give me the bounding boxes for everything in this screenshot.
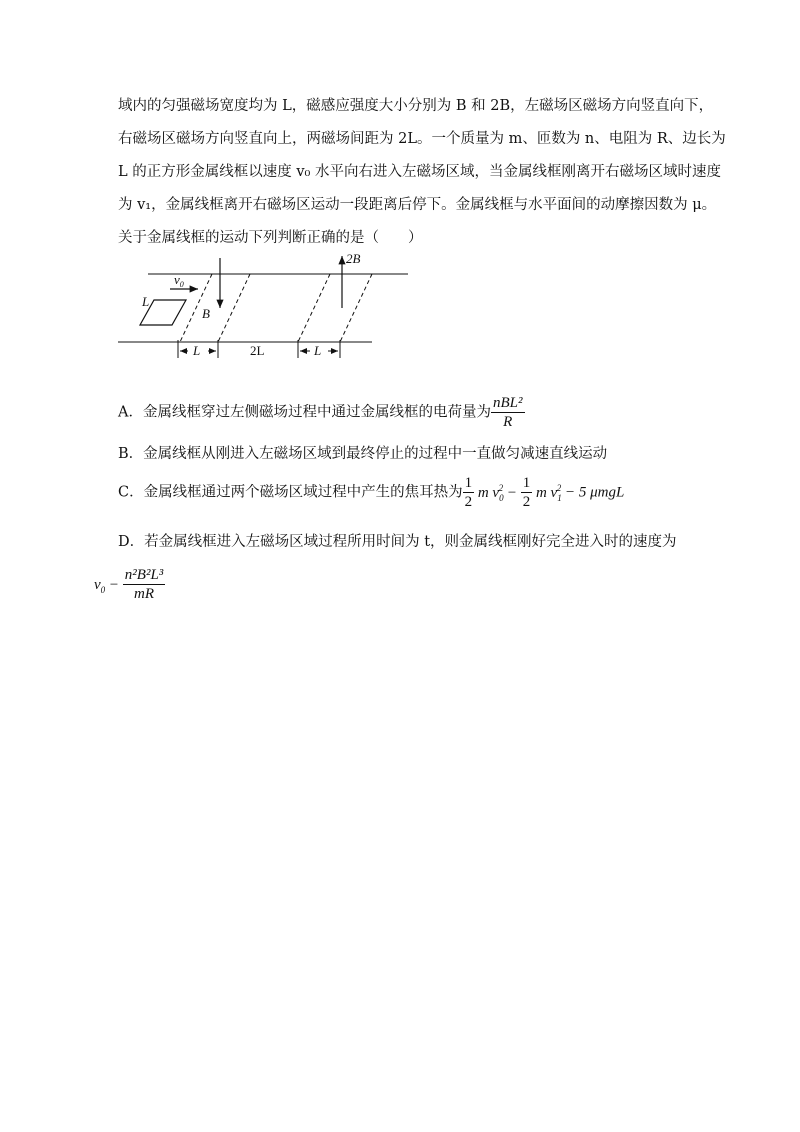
option-d-v0: $v_0$ −: [94, 576, 123, 595]
right-field-left-edge: [298, 274, 330, 342]
option-d-denominator: mR: [134, 586, 155, 602]
option-a-fraction: [491, 394, 525, 431]
b-label: B: [202, 306, 210, 321]
magnetic-field-diagram: [110, 248, 420, 360]
stem-line-3: L 的正方形金属线框以速度 v₀ 水平向右进入左磁场区域，当金属线框刚离开右磁场区域时速度: [118, 164, 721, 180]
option-c-text: C．金属线框通过两个磁场区域过程中产生的焦耳热为: [118, 484, 463, 501]
option-d-fraction: [123, 566, 166, 603]
right-field-right-edge: [340, 274, 372, 342]
frame-side-label: L: [142, 294, 150, 309]
option-d-numerator: n²B²L³: [124, 567, 164, 583]
stem-line-2: 右磁场区磁场方向竖直向上，两磁场间距为 2L。一个质量为 m、匝数为 n、电阻为 R、边长为: [118, 131, 726, 147]
v0-label: $v_0$: [174, 272, 184, 289]
stem-line-1: 域内的匀强磁场宽度均为 L，磁感应强度大小分别为 B 和 2B，左磁场区磁场方向竖直向下，: [118, 98, 714, 114]
question-stem: [118, 90, 726, 255]
option-d-text: D．若金属线框进入左磁场区域过程所用时间为 t，则金属线框刚好完全进入时的速度为: [118, 534, 677, 550]
stem-line-5: 关于金属线框的运动下列判断正确的是（ ）: [118, 230, 423, 246]
2b-label: 2B: [346, 251, 361, 266]
option-b[interactable]: [118, 442, 607, 463]
option-b-text: B．金属线框从刚进入左磁场区域到最终停止的过程中一直做匀减速直线运动: [118, 446, 608, 462]
option-d[interactable]: [118, 530, 677, 551]
dim-mid-label: 2L: [250, 343, 265, 358]
dim-right-label: L: [314, 343, 322, 358]
option-d-formula: [94, 566, 165, 603]
option-c[interactable]: C．金属线框通过两个磁场区域过程中产生的焦耳热为 $\frac{1}{2}$ m $v_0^2$ − $\frac{1}{2}$ m $v_1^2 - 5$ μmgL: [118, 475, 625, 510]
option-a-numerator: nBL²: [492, 395, 523, 411]
dim-left-label: L: [193, 343, 201, 358]
option-c-tail: − 5 μmgL: [564, 484, 625, 501]
stem-line-4: 为 v₁，金属线框离开右磁场区运动一段距离后停下。金属线框与水平面间的动摩擦因数为 μ。: [118, 197, 717, 213]
option-a[interactable]: [118, 394, 525, 431]
option-a-denominator: R: [503, 414, 513, 430]
left-field-right-edge: [218, 274, 250, 342]
option-a-text: A．金属线框穿过左侧磁场过程中通过金属线框的电荷量为: [118, 404, 491, 421]
